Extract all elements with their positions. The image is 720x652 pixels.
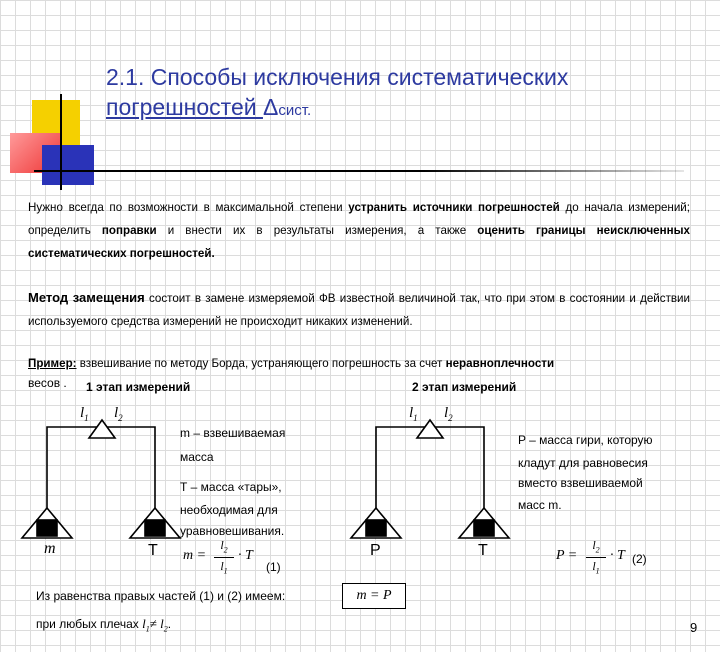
example-paragraph-end: весов .	[28, 376, 67, 390]
desc-T-line-3: уравновешивания.	[180, 524, 285, 538]
method-paragraph: Метод замещения состоит в замене измеряемой ФВ известной величиной так, что при этом в состоянии и действии используемого средства измерений не происходит никаких изменений.	[28, 290, 690, 328]
desc-m-line-2: масса	[180, 450, 214, 464]
title-line-2: погрешностей Δсист.	[106, 94, 312, 120]
conclusion-line-2: при любых плечах $l_1\ne l_2$.	[36, 616, 172, 634]
eq1-rhs: · T	[238, 548, 253, 563]
pan-P-label: P	[370, 542, 381, 559]
desc-T-line-2: необходимая для	[180, 503, 278, 517]
desc-m-line-1: m – взвешиваемая	[180, 426, 286, 440]
balance-2	[351, 420, 509, 538]
eq1-fraction: $l_2$ $l_1$	[214, 538, 234, 578]
arm-l2-label-1: $l_2$	[114, 405, 123, 423]
stage-1-label: 1 этап измерений	[86, 380, 191, 394]
eq2-fraction-bar	[586, 557, 606, 558]
eq1-fraction-bar	[214, 557, 234, 558]
conclusion-line-1: Из равенства правых частей (1) и (2) имеем:	[36, 589, 286, 603]
example-paragraph: Пример: взвешивание по методу Борда, устраняющего погрешность за счет неравноплечности	[28, 357, 555, 370]
desc-T-line-1: Т – масса «тары»,	[180, 480, 282, 494]
eq2-number: (2)	[632, 552, 647, 566]
desc-P-line-1: P – масса гири, которую	[518, 433, 653, 447]
eq1-number: (1)	[266, 560, 281, 574]
arm-l1-label-2: $l_1$	[409, 405, 418, 423]
eq2-lhs: P =	[556, 548, 578, 563]
page-number: 9	[690, 620, 698, 635]
title-line-1: 2.1. Способы исключения систематических	[106, 64, 569, 90]
eq2-rhs: · T	[610, 548, 625, 563]
arm-l2-label-2: $l_2$	[444, 405, 453, 423]
eq1-lhs: m =	[183, 548, 207, 563]
pan-m-label: m	[44, 540, 56, 557]
intro-paragraph: Нужно всегда по возможности в максимальной степени устранить источники погрешностей до начала измерений; определить поправки и внести их в результаты измерения, а также оценить границы неисключенных систематических погрешностей.	[28, 201, 690, 260]
desc-P-line-2: кладут для равновесия	[518, 456, 648, 470]
eq2-fraction: $l_2$ $l_1$	[586, 538, 606, 578]
pan-T-label-2: T	[478, 542, 488, 559]
desc-P-line-3: вместо взвешиваемой	[518, 476, 643, 490]
stage-2-label: 2 этап измерений	[412, 380, 517, 394]
balance-1	[22, 420, 180, 538]
result-box: m = P	[342, 583, 406, 609]
arm-l1-label-1: $l_1$	[80, 405, 89, 423]
pan-T-label-1: T	[148, 542, 158, 559]
desc-P-line-4: масс m.	[518, 498, 562, 512]
